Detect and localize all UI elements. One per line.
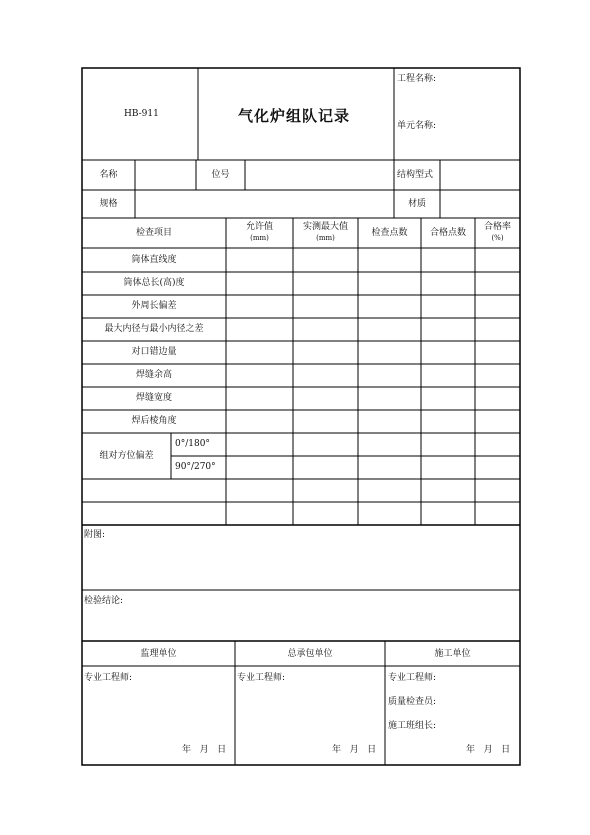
col-pass-points: 合格点数 [429,228,466,238]
supervision-date: 年 月 日 [182,745,227,755]
page-title: 气化炉组队记录 [238,107,351,125]
item-row: 焊后棱角度 [131,416,177,426]
col-check-points: 检查点数 [371,228,408,238]
contractor-engineer-label: 专业工程师: [237,673,286,683]
construction-date: 年 月 日 [466,745,511,755]
conclusion-label: 检验结论: [84,596,124,606]
construction-unit-label: 施工单位 [434,649,471,659]
position-label: 位号 [211,170,230,180]
construction-engineer-label: 专业工程师: [388,673,437,683]
name-label: 名称 [99,170,118,180]
material-label: 材质 [407,199,426,209]
orientation-sub-90: 90°/270° [175,462,216,472]
col-allowed-value: 允许值 [245,222,273,232]
item-row: 筒体总长(高)度 [123,278,185,288]
col-inspection-item: 检查项目 [135,228,172,238]
item-row: 焊缝余高 [135,370,172,380]
col-pass-rate-unit: (%) [491,234,504,242]
supervision-engineer-label: 专业工程师: [84,673,133,683]
spec-label: 规格 [99,199,118,209]
structure-label: 结构型式 [397,170,434,180]
form-code: HB-911 [124,109,159,119]
unit-name-label: 单元名称: [397,121,437,131]
team-leader-label: 施工班组长: [388,721,437,731]
item-row: 最大内径与最小内径之差 [104,324,204,334]
orientation-sub-0: 0°/180° [175,439,210,449]
contractor-unit-label: 总承包单位 [287,649,333,659]
quality-inspector-label: 质量检查员: [388,697,437,707]
col-measured-max: 实测最大值 [302,222,348,232]
item-row: 筒体直线度 [131,255,177,265]
supervision-unit-label: 监理单位 [140,649,177,659]
col-measured-unit: (mm) [316,234,335,242]
item-row: 对口错边量 [131,347,177,357]
item-row: 焊缝宽度 [135,393,172,403]
attachment-label: 附图: [84,530,106,540]
item-row: 外周长偏差 [131,301,177,311]
col-pass-rate: 合格率 [483,222,511,232]
orientation-label: 组对方位偏差 [99,451,154,461]
project-name-label: 工程名称: [397,74,437,84]
col-allowed-unit: (mm) [250,234,269,242]
contractor-date: 年 月 日 [332,745,377,755]
